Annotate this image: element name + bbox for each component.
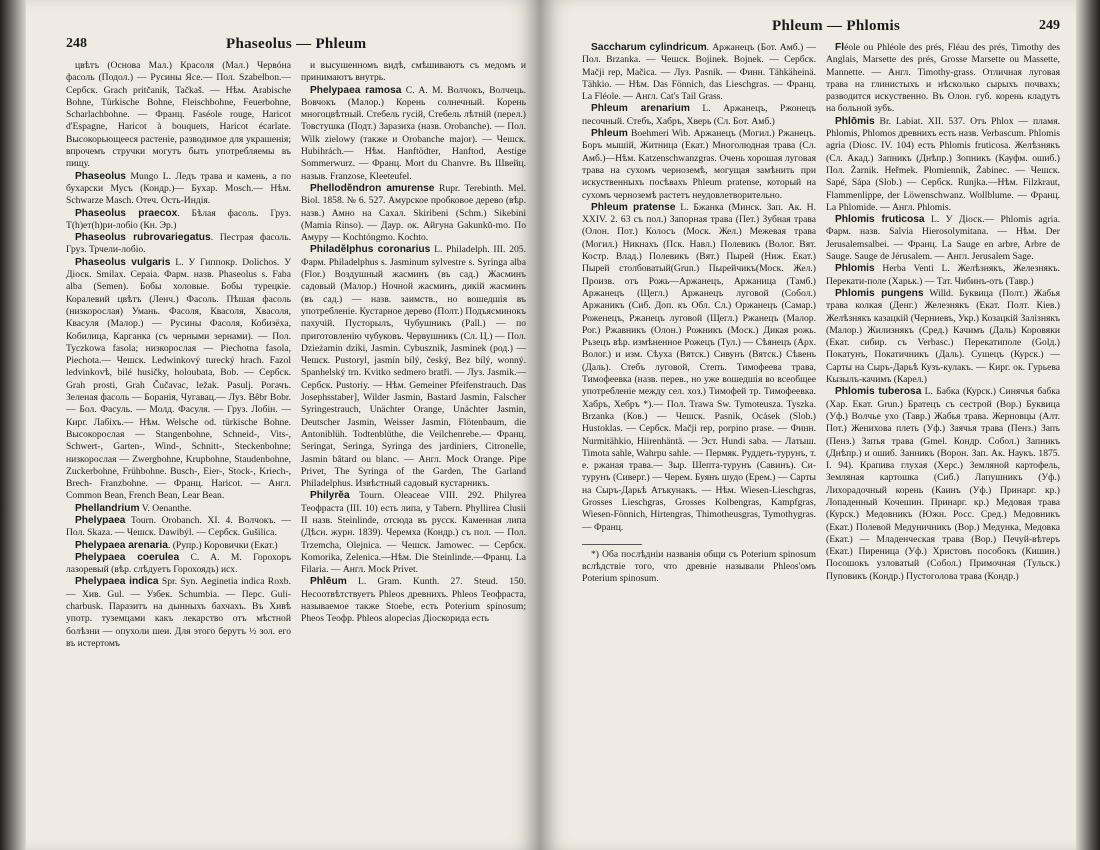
book-edge-left	[0, 0, 26, 850]
dictionary-entry: Phleum arenarium L. Аржанецъ, Ржонецъ песочный. Стебъ, Хабръ, Хверь (Сл. Бот. Амб.)	[582, 103, 816, 127]
dictionary-entry: Phlōmis Br. Labiat. XII. 537. Отъ Phlox — пламя. Phlomis, Phlomos древнихъ есть назв. Verbascum. Phlomis agria (Diosc. IV. 104) есть Phlomis fruticosa. Желѣзнякъ (Сл. Акад.) Запникъ (Днѣпр.) Зопникъ (Кауфм. ошиб.) Пол. Żarnik. Heřmek. Płomiennik, Żabinec. — Чешск. Sapé, Sápa (Slob.) — Сербск. Runjka.—Нѣм. Filzkraut, Flammenlippe, der Löwenschwanz. Wollblume. — Франц. La Phlomide. — Англ. Phlomis.	[826, 115, 1060, 213]
dictionary-entry: Phellodĕndron amurense Rupr. Terebinth. Mel. Biol. 1858. № 6. 527. Амурское пробковое дерево (вѣр. назв.) Амно на Сахал. Skiribeni (Schm.) Sikebini (Mamia Rinso). — Даур. ок. Айгуна Gakunkŭ-mo. По Амуру — Kochtóngmo. Kochto.	[301, 182, 526, 244]
dictionary-entry: Phaseolus praecox. Бѣлая фасоль. Груз. Т(h)ет(h)ри-лобіо (Кн. Эр.)	[66, 207, 291, 231]
dictionary-entry: Phlēum L. Gram. Kunth. 27. Steud. 150. Несоотвѣтствуетъ Phleos древнихъ. Phleos Теофраста, называемое также Stoebe, есть Poterium spinosum; Pheos Теофр. Phleos alopecias Діоскорида есть	[301, 576, 526, 625]
dictionary-entry: Phleum Boehmeri Wib. Аржанецъ (Могил.) Ржанецъ. Боръ мышій, Житница (Екат.) Многолюдная трава (Сл. Амб.)—Нѣм. Katzenschwanzgras. Очень хорошая луговая трава на сухомъ черноземѣ, могущая замѣнить при искуственныхъ посѣвахъ Phleum pratense, который на сухомъ черноземѣ растетъ неудовлетворительно.	[582, 128, 816, 201]
left-column-2	[301, 60, 526, 650]
left-page-header	[66, 36, 526, 58]
dictionary-entry: Phaseolus rubrovariegatus. Пестрая фасоль. Груз. Трчели-лобіо.	[66, 232, 291, 256]
dictionary-entry: Phelypaea ramosa C. A. M. Волчокъ, Волчець. Вовчокъ (Малор.) Корень солнечный. Корень многоцвѣтный. Стебель гусій, Стебель лѣтній (перел.) Товстушка (Подт.) Заразиха (назв. Orobanche). — Пол. Wilk zielowy (также и Orobanche major). — Чешск. Hubihrách.— Нѣм. Hanftödter, Hanftod, Aestige Sommerwurz. — Франц. Mort du Chanvre. Въ Швейц. назыв. Franzose, Kleeteufel.	[301, 84, 526, 182]
right-page	[540, 0, 1100, 850]
left-page-columns	[66, 60, 526, 650]
dictionary-entry: Saccharum cylindricum. Аржанецъ (Бот. Амб.) — Пол. Brzanka. — Чешск. Bojinek. Bojnek. — Сербск. Mačji rep, Mačica. — Луз. Pasnik. — Финн. Tähkäheinä. Tähkio. — Нѣм. Das Fönnich, das Lieschgras. — Франц. La Fléole. — Англ. Cat's Tail Grass.	[582, 42, 816, 103]
dictionary-entry: Phlomis tuberosa L. Бабка (Курск.) Синячья бабка (Хар. Екат. Grun.) Братецъ съ сестрой (Вор.) Буквица (Уф.) Волчье ухо (Тавр.) Жабья трава. Жерновцы (Алт. Пот.) Женихова плеть (Уф.) Заячья трава (Пенз.) Запъ (Пенз.) Запъя трава (Gmel. Кондр. Собол.) Запникъ (Днѣпр.) и ошиб. Занникъ (Ворон. Зап. Ак. Наукъ. 1875. I. 94). Крапива глухая (Херс.) Земляной картофель, Земляная картошка (Сиб.) Лапушникъ (Уф.) Лихорадочный корень (Каинъ (Уф.) Принарг. кр.) Лопаденный Кочешин. Принарг. кр.) Медовая трава (Курск.) Медовникъ (Южн. Росс. Сред.) Медовникъ (Екат.) Полевой Медуничникъ (Вор.) Медунка, Медовка (Екат.) — Младенческая трава (Вор.) Печуй-вѣтеръ (Екат.) Пиреница (Уф.) Христовъ пособокъ (Кишин.) Посошокъ узловатый (Собол.) Примочная (Тульск.) Пуповикъ (Кондр.) Пустоголова трава (Кондр.)	[826, 386, 1060, 582]
dictionary-entry: Fléole ou Phléole des prés, Fléau des prés, Timothy des Anglais, Marsette des prés, Grosse Marsette ou Massette, Mannette. — Англ. Timothy-grass. Отличная луговая трава на глинистыхъ и нѣсколько сырыхъ почвахъ; разводится искуственно. Въ Олон. губ. корень кладутъ на больной зубъ.	[826, 42, 1060, 115]
dictionary-entry: Phelypaea arenaria. (Рупр.) Коровички (Екат.)	[75, 539, 278, 551]
dictionary-entry: Philyrĕa Tourn. Oleaceae VIII. 292. Philyrea Теофраста (III. 10) есть липа, у Tabern. Phyllirea Clusii II назв. Steinlinde, отсюда въ русск. Каменная липа (Дѣсн. журн. 1839). Черемха (Кондр.) съ пол. — Пол. Trzemcha, Olejnica. — Чешск. Jamowec. — Сербск. Komorika, Zelenica.—Нѣм. Die Steinlinde.—Франц. La Filaria. — Англ. Mock Privet.	[301, 490, 526, 576]
right-page-columns	[582, 42, 1060, 586]
dictionary-entry: Phaseolus vulgaris L. У Гиппокр. Dolichos. У Діоск. Smilax. Cepaia. Фарм. назв. Phaseolus s. Faba alba (Semen). Бобы холовые. Бобы турецкіе. Коралевий цвѣтъ (Ленч.) Фасоль. Пѣшая фасоль (низкорослая) Умань. Фасоля, Квасоля, Хвасоля, Квасуля (Малор.) — Русины Фасоля, Кобизёха, Кобилица, Карганка (съ черными зернами). — Пол. Tyczkowa fasola; низкорослая — Piechotna fasola, Piechota.— Чешск. Ledwinkový turecký hrach. Fazol ledvinkovѣ, bilé husičky, holoubata, Bob. — Сербск. Grah prosti, Grah Čučavac, ležak. Pasulj. Рогачъ. Зеленая фасоль — Боранія, Чугавац.— Луз. Bêbr Bobr. — Бол. Фасуль. — Молд. Фасуля. — Груз. Лобін. — Кирг. Лабіхъ.— Нѣм. Welsche od. türkische Bohne. Высокорослая — Stangenbohne, Schneid-, Vits-, Schwert-, Garten-, Wind-, Schnitt-, Steckenbohne; низкорослая — Zwergbohne, Krupbohne, Staudenbohne, Zuckerbohne, Frühbohne. Busch-, Eier-, Stock-, Kriech-, Brech- Franzbohne. — Франц. Haricot. — Англ. Common Bean, French Bean, Lear Bean.	[66, 256, 291, 502]
right-column-1-entries	[582, 42, 816, 534]
left-page	[0, 0, 540, 850]
footnote	[582, 544, 816, 586]
right-column-2	[826, 42, 1060, 586]
dictionary-entry: Phelypaea indica Spr. Syn. Aeginetia indica Roxb. — Хив. Gul. — Узбек. Schumbia. — Перс. Guli-charbusk. Паразитъ на дынныхъ бахчахъ. Въ Хивѣ употр. туземцами какъ лекарство отъ мѣстной болѣзни — опухоли шеи. Для этого берутъ ½ зол. его въ истертомъ	[66, 576, 291, 649]
running-title-right: Phleum — Phlomis	[772, 18, 901, 34]
dictionary-entry: Phellandrium V. Oenanthe.	[75, 502, 192, 514]
book-edge-right	[1076, 0, 1100, 850]
footnote-text: *) Оба послѣдніи названія общи съ Poterium spinosum вслѣдствіе того, что древніе называли Phleos'омъ Poterium spinosum.	[582, 548, 816, 585]
dictionary-entry: Phlomis pungens Willd. Буквица (Полт.) Жабья трава колкая (Денг.) Железнякъ (Екат. Полт. Кіев.) Желѣзнякъ казацкій (Черниевъ, Укр.) Козацкій Залізнякъ (Малор.) Жилизнякъ (Сред.) Качимъ (Даль) Коровяки (Екат. сибир. съ Verbasc.) Перекатиполе (Golд.) Покатунъ, Покатичникъ (Даль). Сушецъ (Курск.) — Сарты на Сыръ-Дарьѣ Кузъ-кулакъ. — Кирг. ок. Гурьева Кызылъ-качимъ (Карел.)	[826, 287, 1060, 386]
dictionary-entry: Phelypaea Tourn. Orobanch. XI. 4. Волчокъ. — Пол. Skaza. — Чешск. Dawibýl. — Сербск. Gušilica.	[66, 514, 291, 539]
dictionary-entry: цвѣтъ (Основа Мал.) Красоля (Мал.) Червóна фасоль (Подол.) — Русины Ясе.— Пол. Szabelbon.— Сербск. Grach pritčanik, Tačkaš. — Нѣм. Arabische Bohne, Türkische Bohne, Fleischbohne, Feuerbohne, Scharlachbohne. — Франц. Faséole rouge, Haricot d'Espagne, Haricot à bouquets, Haricot écarlate. Высокорьющееся растеніе, разводимое для украшенія; впрочемъ стручки могутъ быть употребляемы въ пищу.	[66, 60, 291, 170]
footnote-rule	[582, 544, 642, 545]
right-page-header	[582, 18, 1060, 40]
dictionary-entry: Phlomis Herba Venti L. Желѣзнякъ, Железнякъ. Перекати-поле (Харьк.) — Тат. Чибинъ-отъ (Тавр.)	[826, 263, 1060, 287]
page-number-right: 249	[1039, 18, 1060, 33]
dictionary-entry: Phelypaea coerulea C. A. M. Горохоръ лазоревый (вѣр. слѣдуетъ Горохоядъ) исх.	[66, 551, 291, 576]
dictionary-entry: Phlomis fruticosa L. У Діоск.— Phlomis agria. Фарм. назв. Salvia Hierosolymitana. — Нѣм. Der Jerusalemsalbei. — Франц. La Sauge en arbre, Arbre de Sauge. Sauge de Jérusalem. — Англ. Jerusalem Sage.	[826, 214, 1060, 263]
dictionary-entry: Philadĕlphus coronarius L. Philadelph. III. 205. Фарм. Philadelphus s. Jasminum sylvestre s. Syringa alba (Flor.) Воздушный жасминъ (въ сад.) Жасминъ садовый (Малор.) Ночной жасминъ, дикій жасминъ (въ сад.) — назв. заимств., но вошедшія въ употребленіе. Кустарное дерево (Полт.) Подъясминокъ пахучій. Пусторылъ, Чубушникъ (Pall.) — по приготовленію чубуковъ. Червушникъ (Сл. Ц.) — Пол. Dzieżamin dziki, Jasmin. Cybusznik, Jasminek (род.) — Чешск. Pustoryl, jasmín bílý, český, Bez bílý, wonný. Spanhelský trn. Kvitko sedmero bratři. — Луз. Jasmik.— Сербск. Pustoriy. — Нѣм. Gemeiner Pfeifenstrauch. Das Josephsstaber], Wilder Jasmin, Bastard Jasmin, Falscher Syringestrauch, Unächter Orange, Unächter Jasmin, Deutscher Jasmin, Weisser Jasmin, Flötenbaum, die Antoniblüh. Todtenblüthe, die Veilchenrebe.— Франц. Seringat, Seringa, Syringa des jardiniers, Citronelle, Jasmin bâtard ou blanc. — Англ. Mock Orange. Pipe Privet, The Syringa of the Garden, The Garland Philadelphus. Извѣстный садовый кустарникъ.	[301, 244, 526, 490]
right-column-1	[582, 42, 816, 586]
dictionary-entry: и высушенномъ видѣ, смѣшиваютъ съ медомъ и принимаютъ внутрь.	[301, 60, 526, 84]
running-title-left: Phaseolus — Phleum	[226, 36, 367, 52]
left-column-1	[66, 60, 291, 650]
dictionary-entry: Phaseolus Mungo L. Ледъ трава и камень, а по бухарски Мусъ (Кондр.)— Бухар. Mosch.— Нѣм. Schwarze Masch. Отеч. Ость-Индія.	[66, 170, 291, 207]
page-number-left: 248	[66, 36, 87, 51]
dictionary-entry: Phleum pratense L. Бжанка (Минск. Зап. Ак. Н. XXIV. 2. 63 съ пол.) Запорная трава (Пет.) Зубная трава (Олон. Пот.) Колосъ (Моск. Жел.) Межевая трава (Могил.) Никнахъ (Пск. Навл.) Полевикъ (Волог. Вят. Костр. Влад.) Полевикъ (Вят.) Пырей (Ниж. Екат.) Пырей столбоватый(Grun.) Пырейчикъ(Моск. Жел.) Произв. отъ Рожь—Аржанецъ, Аржаница (Тамб.) Аржанецъ (Щегл.) Аржанецъ луговой (Собол.) Аржаникъ (Сиб. Доп. къ Обл. Сл.) Оржанецъ (Самар.) Роженецъ, Ржанецъ луговой (Щегл.) Ржанецъ (Малор. Рог.) Ржавникъ (Олон.) Рожникъ (Моск.) Дикая рожь. Ръзецъ вѣр. измѣненное Рожецъ (Тул.) — Сѣянецъ (Арх. Волог.) и изм. Сѣуха (Вятск.) Сивунъ (Вятск.) Сѣвень (Даль). Стебъ луговой, Степъ. Тимофеева трава, Тимофеевка (назв. перев., но уже вошедшія во всеобщее употребленіе между сел. хоз.) Тимофей тр. Тимофеевка. Хабръ, Хебръ *).— Пол. Trawa Sw. Tymoteusza. Tyszka. Brzanka (Ков.) — Чешск. Pasnik, Ocásek (Slob.) Hustoklas. — Сербск. Mačji rep, porpino prase. — Финн. Nurmitähkio, Hiirenhäntä. — Эст. Hundi saba. — Латыш. Timota sahle, Wahrpu sahle. — Пермяк. Руддеть-турунъ, т. е. ржаная трава.— Зыр. Шепта-турунъ (Савинъ). Си-турунъ (Сиверг.) — Черем. Буянъ шудо (Ерем.) — Сарты на Сыръ-Дарьѣ Атъкунакъ. — Нѣм. Wiesen-Lieschgras, Grosses Lieschgras, Grosses Kolbengras, Kampfgras, Wiesen-Fönnich, Hirtengras, Thimotheusgras, Tymothygras.— Франц.	[582, 201, 816, 533]
